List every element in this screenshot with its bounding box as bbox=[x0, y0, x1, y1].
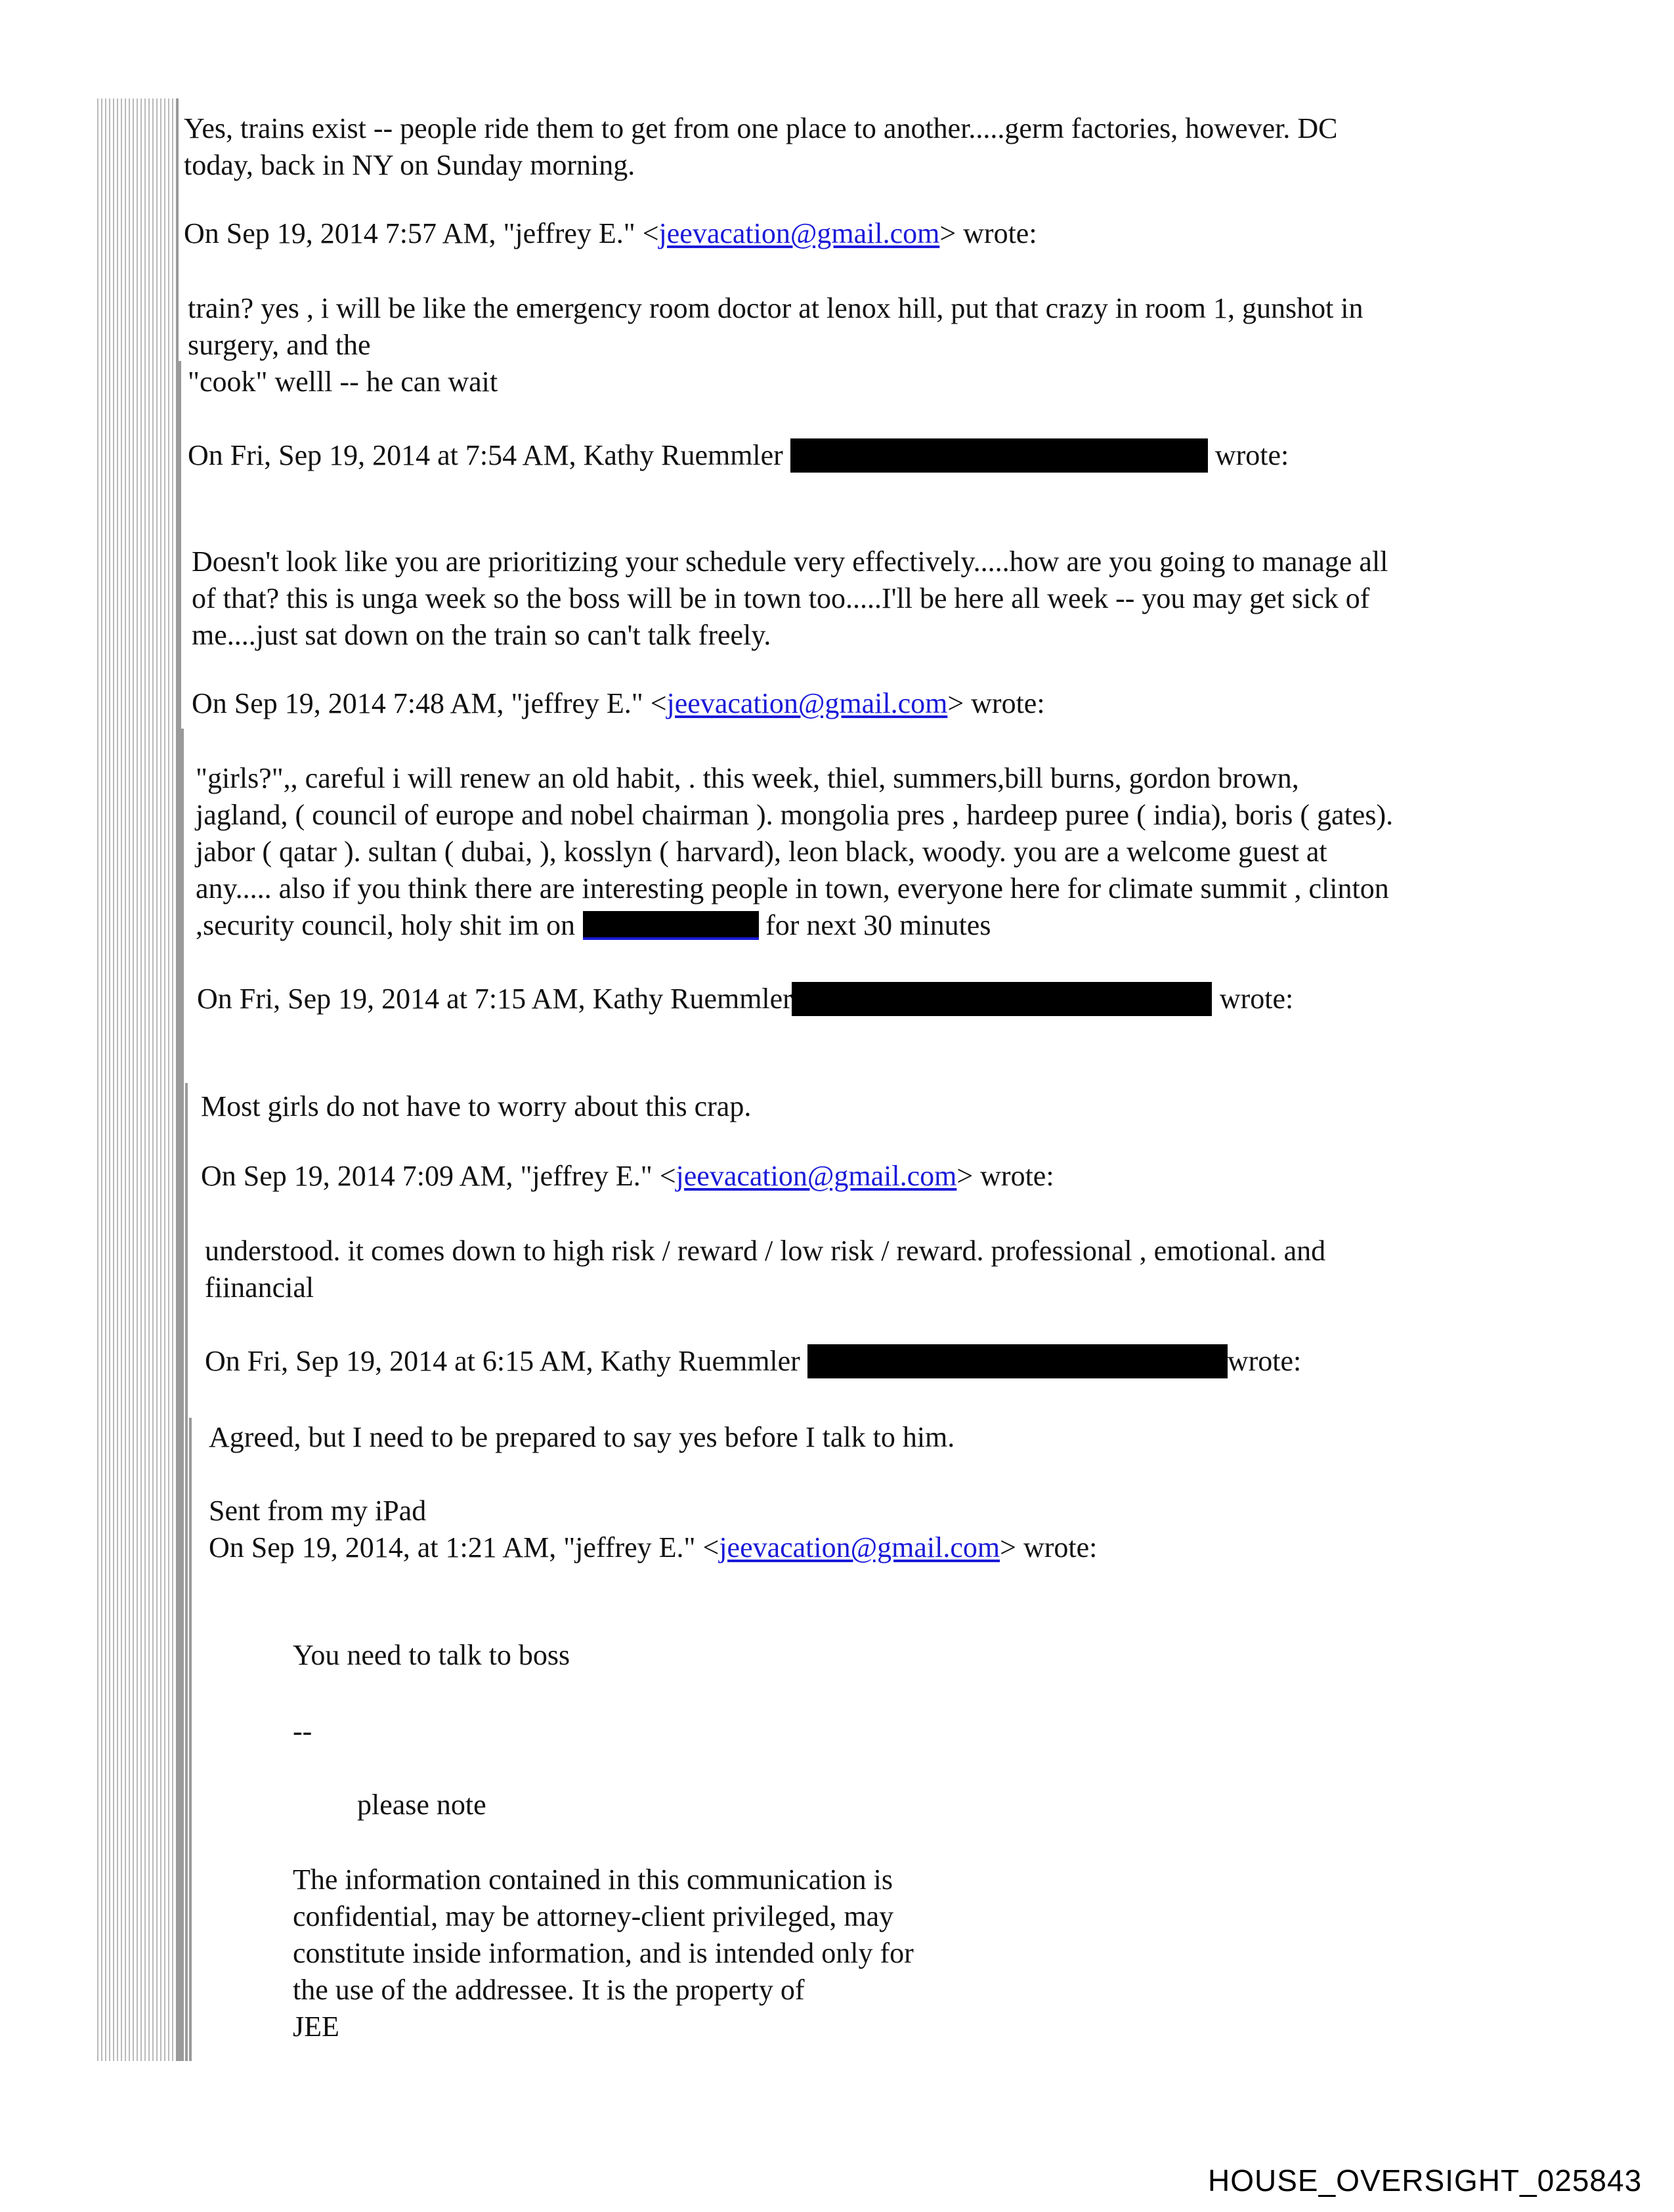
header-text: On Fri, Sep 19, 2014 at 7:15 AM, Kathy Ruemmler bbox=[197, 982, 792, 1015]
redacted-email bbox=[792, 982, 1213, 1016]
message-body bbox=[192, 543, 1388, 654]
message-body bbox=[188, 290, 1363, 400]
header-text: > wrote: bbox=[947, 687, 1045, 719]
message-body bbox=[196, 760, 1393, 944]
header-text: On Sep 19, 2014 7:57 AM, "jeffrey E." < bbox=[184, 217, 659, 249]
message-line: me....just sat down on the train so can't talk freely. bbox=[192, 618, 771, 651]
reply-header bbox=[192, 685, 1045, 722]
header-line bbox=[209, 1529, 1097, 1566]
quote-bar bbox=[181, 729, 184, 2061]
quote-bar bbox=[185, 1083, 188, 2061]
confidentiality-disclaimer bbox=[293, 1861, 914, 2045]
reply-header bbox=[201, 1158, 1054, 1195]
redacted-link[interactable] bbox=[582, 911, 758, 940]
quote-bar bbox=[189, 1418, 192, 2061]
message-body bbox=[205, 1233, 1325, 1306]
disclaimer-line: The information contained in this communication is bbox=[293, 1863, 893, 1896]
header-text: On Sep 19, 2014, at 1:21 AM, "jeffrey E." < bbox=[209, 1531, 719, 1563]
message-line bbox=[196, 907, 1393, 944]
email-link[interactable]: jeevacation@gmail.com bbox=[719, 1531, 1000, 1563]
email-link[interactable]: jeevacation@gmail.com bbox=[676, 1159, 957, 1192]
message-line: "girls?",, careful i will renew an old habit, . this week, thiel, summers,bill burns, gordon brown, bbox=[196, 761, 1299, 794]
message-line: "cook" welll -- he can wait bbox=[188, 365, 498, 398]
header-text: > wrote: bbox=[956, 1159, 1054, 1192]
line-text: ,security council, holy shit im on bbox=[196, 908, 583, 941]
email-link[interactable]: jeevacation@gmail.com bbox=[658, 217, 940, 249]
message-line: Most girls do not have to worry about this crap. bbox=[201, 1090, 752, 1122]
message-line: today, back in NY on Sunday morning. bbox=[184, 148, 635, 181]
header-text: wrote: bbox=[1207, 438, 1289, 471]
signature-separator: -- bbox=[293, 1714, 312, 1747]
message-line: jabor ( qatar ). sultan ( dubai, ), kosslyn ( harvard), leon black, woody. you are a welcome guest at bbox=[196, 835, 1327, 868]
quote-level-bars bbox=[97, 98, 173, 2061]
message-line: of that? this is unga week so the boss will be in town too.....I'll be here all week -- you may get sick of bbox=[192, 582, 1370, 614]
message-line: fiinancial bbox=[205, 1271, 314, 1304]
disclaimer-line: constitute inside information, and is intended only for bbox=[293, 1936, 914, 1969]
header-text: wrote: bbox=[1212, 982, 1294, 1015]
reply-header bbox=[197, 981, 1293, 1017]
header-text: wrote: bbox=[1227, 1344, 1302, 1377]
disclaimer-line: the use of the addressee. It is the property of bbox=[293, 1973, 805, 2006]
header-text: On Sep 19, 2014 7:09 AM, "jeffrey E." < bbox=[201, 1159, 676, 1192]
message-line: train? yes , i will be like the emergency room doctor at lenox hill, put that crazy in room 1, gunshot in bbox=[188, 291, 1363, 324]
header-text: > wrote: bbox=[939, 217, 1037, 249]
message-body bbox=[201, 1088, 751, 1125]
message-line: Doesn't look like you are prioritizing your schedule very effectively.....how are you going to manage all bbox=[192, 545, 1388, 578]
disclaimer-line: confidential, may be attorney-client privileged, may bbox=[293, 1900, 894, 1932]
reply-header bbox=[209, 1493, 1097, 1566]
header-text: On Sep 19, 2014 7:48 AM, "jeffrey E." < bbox=[192, 687, 667, 719]
line-text: for next 30 minutes bbox=[758, 908, 991, 941]
note-heading: please note bbox=[357, 1788, 486, 1821]
redacted-email bbox=[790, 438, 1208, 473]
message-body bbox=[184, 110, 1338, 184]
disclaimer-line: JEE bbox=[293, 2010, 339, 2043]
header-text: > wrote: bbox=[1000, 1531, 1098, 1563]
bates-number: HOUSE_OVERSIGHT_025843 bbox=[1208, 2163, 1642, 2198]
reply-header bbox=[188, 437, 1289, 474]
reply-header bbox=[184, 215, 1037, 252]
message-line: You need to talk to boss bbox=[293, 1638, 570, 1671]
message-body bbox=[293, 1637, 570, 1674]
message-line: jagland, ( council of europe and nobel chairman ). mongolia pres , hardeep puree ( india), boris ( gates). bbox=[196, 798, 1394, 831]
message-line: understood. it comes down to high risk / reward / low risk / reward. professional , emotional. and bbox=[205, 1234, 1326, 1267]
header-text: On Fri, Sep 19, 2014 at 7:54 AM, Kathy Ruemmler bbox=[188, 438, 790, 471]
message-line: Agreed, but I need to be prepared to say yes before I talk to him. bbox=[209, 1420, 955, 1453]
message-body bbox=[209, 1419, 955, 1456]
redacted-email bbox=[807, 1344, 1228, 1378]
message-line: any..... also if you think there are interesting people in town, everyone here for climate summit , clinton bbox=[196, 872, 1389, 904]
header-text: On Fri, Sep 19, 2014 at 6:15 AM, Kathy Ruemmler bbox=[205, 1344, 807, 1377]
reply-header bbox=[205, 1343, 1301, 1380]
message-line: Yes, trains exist -- people ride them to get from one place to another.....germ factories, however. DC bbox=[184, 112, 1338, 144]
message-line: surgery, and the bbox=[188, 328, 371, 361]
email-link[interactable]: jeevacation@gmail.com bbox=[666, 687, 948, 719]
signature: Sent from my iPad bbox=[209, 1494, 427, 1527]
